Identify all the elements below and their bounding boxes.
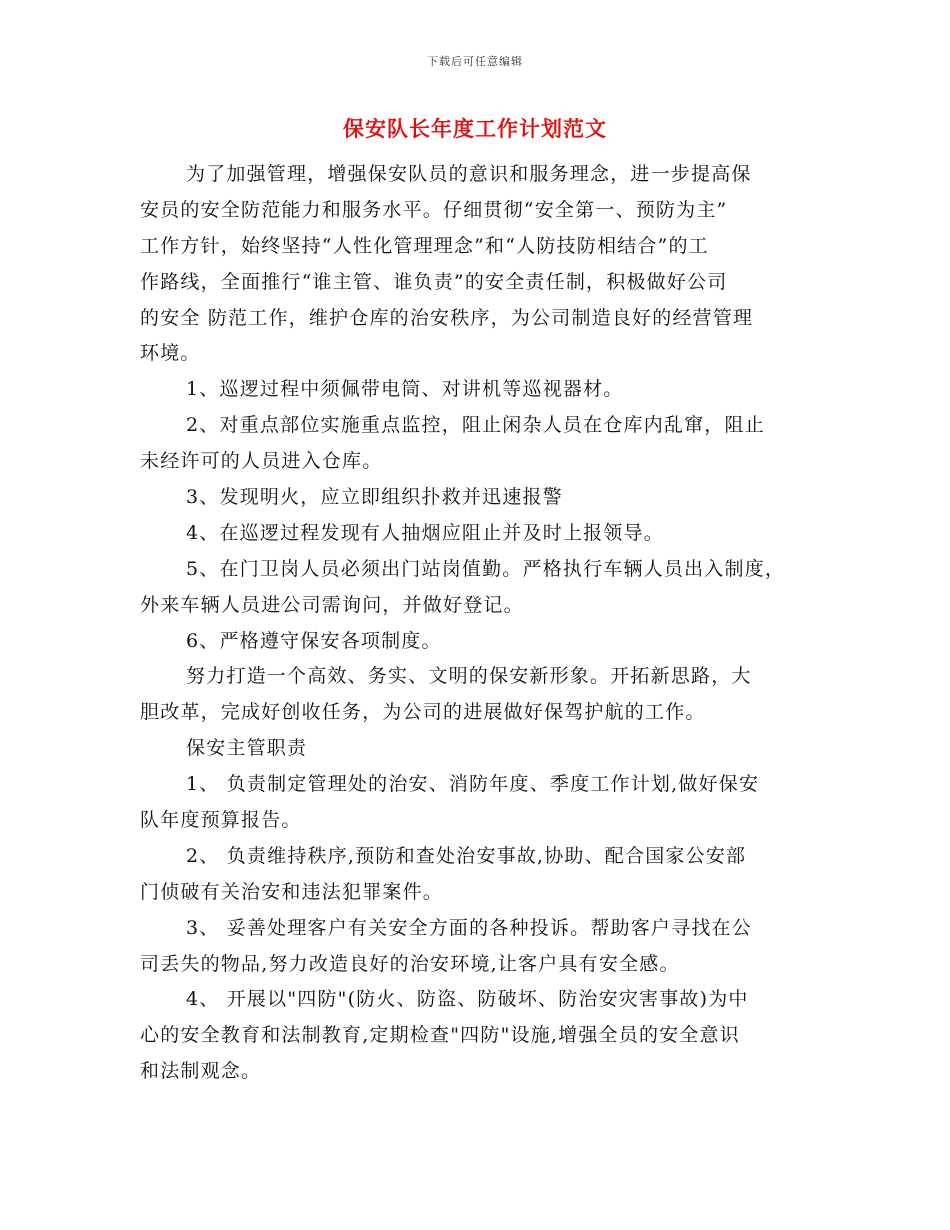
body-line: 门侦破有关治安和违法犯罪案件。 xyxy=(140,880,444,903)
body-line: 安员的安全防范能力和服务水平。仔细贯彻“安全第一、预防为主” xyxy=(140,198,728,221)
body-line: 4、 开展以"四防"(防火、防盗、防破坏、防治安灾害事故)为中 xyxy=(186,988,749,1011)
header-note: 下载后可任意编辑 xyxy=(427,55,523,68)
body-line: 心的安全教育和法制教育,定期检查"四防"设施,增强全员的安全意识 xyxy=(140,1024,740,1047)
body-line: 1、 负责制定管理处的治安、消防年度、季度工作计划,做好保安 xyxy=(186,773,760,796)
body-line: 1、巡逻过程中须佩带电筒、对讲机等巡视器材。 xyxy=(186,378,624,401)
body-line: 和法制观念。 xyxy=(140,1060,262,1083)
body-line: 外来车辆人员进公司需询问，并做好登记。 xyxy=(140,593,524,616)
body-line: 4、在巡逻过程发现有人抽烟应阻止并及时上报领导。 xyxy=(186,521,664,544)
body-line: 为了加强管理，增强保安队员的意识和服务理念，进一步提高保 xyxy=(186,163,752,185)
body-line: 3、 妥善处理客户有关安全方面的各种投诉。帮助客户寻找在公 xyxy=(186,916,752,939)
body-line: 的安全 防范工作，维护仓库的治安秩序，为公司制造良好的经营管理 xyxy=(140,306,754,329)
body-line: 环境。 xyxy=(140,342,201,365)
body-line: 3、发现明火，应立即组织扑救并迅速报警 xyxy=(186,486,563,509)
body-line: 2、 负责维持秩序,预防和查处治安事故,协助、配合国家公安部 xyxy=(186,844,747,867)
document-title: 保安队长年度工作计划范文 xyxy=(343,117,607,141)
body-line: 工作方针，始终坚持“人性化管理理念”和“人防技防相结合”的工 xyxy=(140,234,709,257)
document-body xyxy=(140,157,810,1090)
body-line: 司丢失的物品,努力改造良好的治安环境,让客户具有安全感。 xyxy=(140,952,680,975)
body-line: 努力打造一个高效、务实、文明的保安新形象。开拓新思路，大 xyxy=(186,665,752,688)
body-line: 胆改革，完成好创收任务，为公司的进展做好保驾护航的工作。 xyxy=(140,701,706,724)
body-line: 6、严格遵守保安各项制度。 xyxy=(186,629,442,652)
body-line: 保安主管职责 xyxy=(186,737,308,760)
body-line: 2、对重点部位实施重点监控，阻止闲杂人员在仓库内乱窜，阻止 xyxy=(186,414,765,437)
body-line: 队年度预算报告。 xyxy=(140,809,302,832)
body-line: 作路线，全面推行“谁主管、谁负责”的安全责任制，积极做好公司 xyxy=(140,270,728,293)
body-line: 5、在门卫岗人员必须出门站岗值勤。严格执行车辆人员出入制度， xyxy=(186,557,786,580)
body-line: 未经许可的人员进入仓库。 xyxy=(140,450,383,473)
